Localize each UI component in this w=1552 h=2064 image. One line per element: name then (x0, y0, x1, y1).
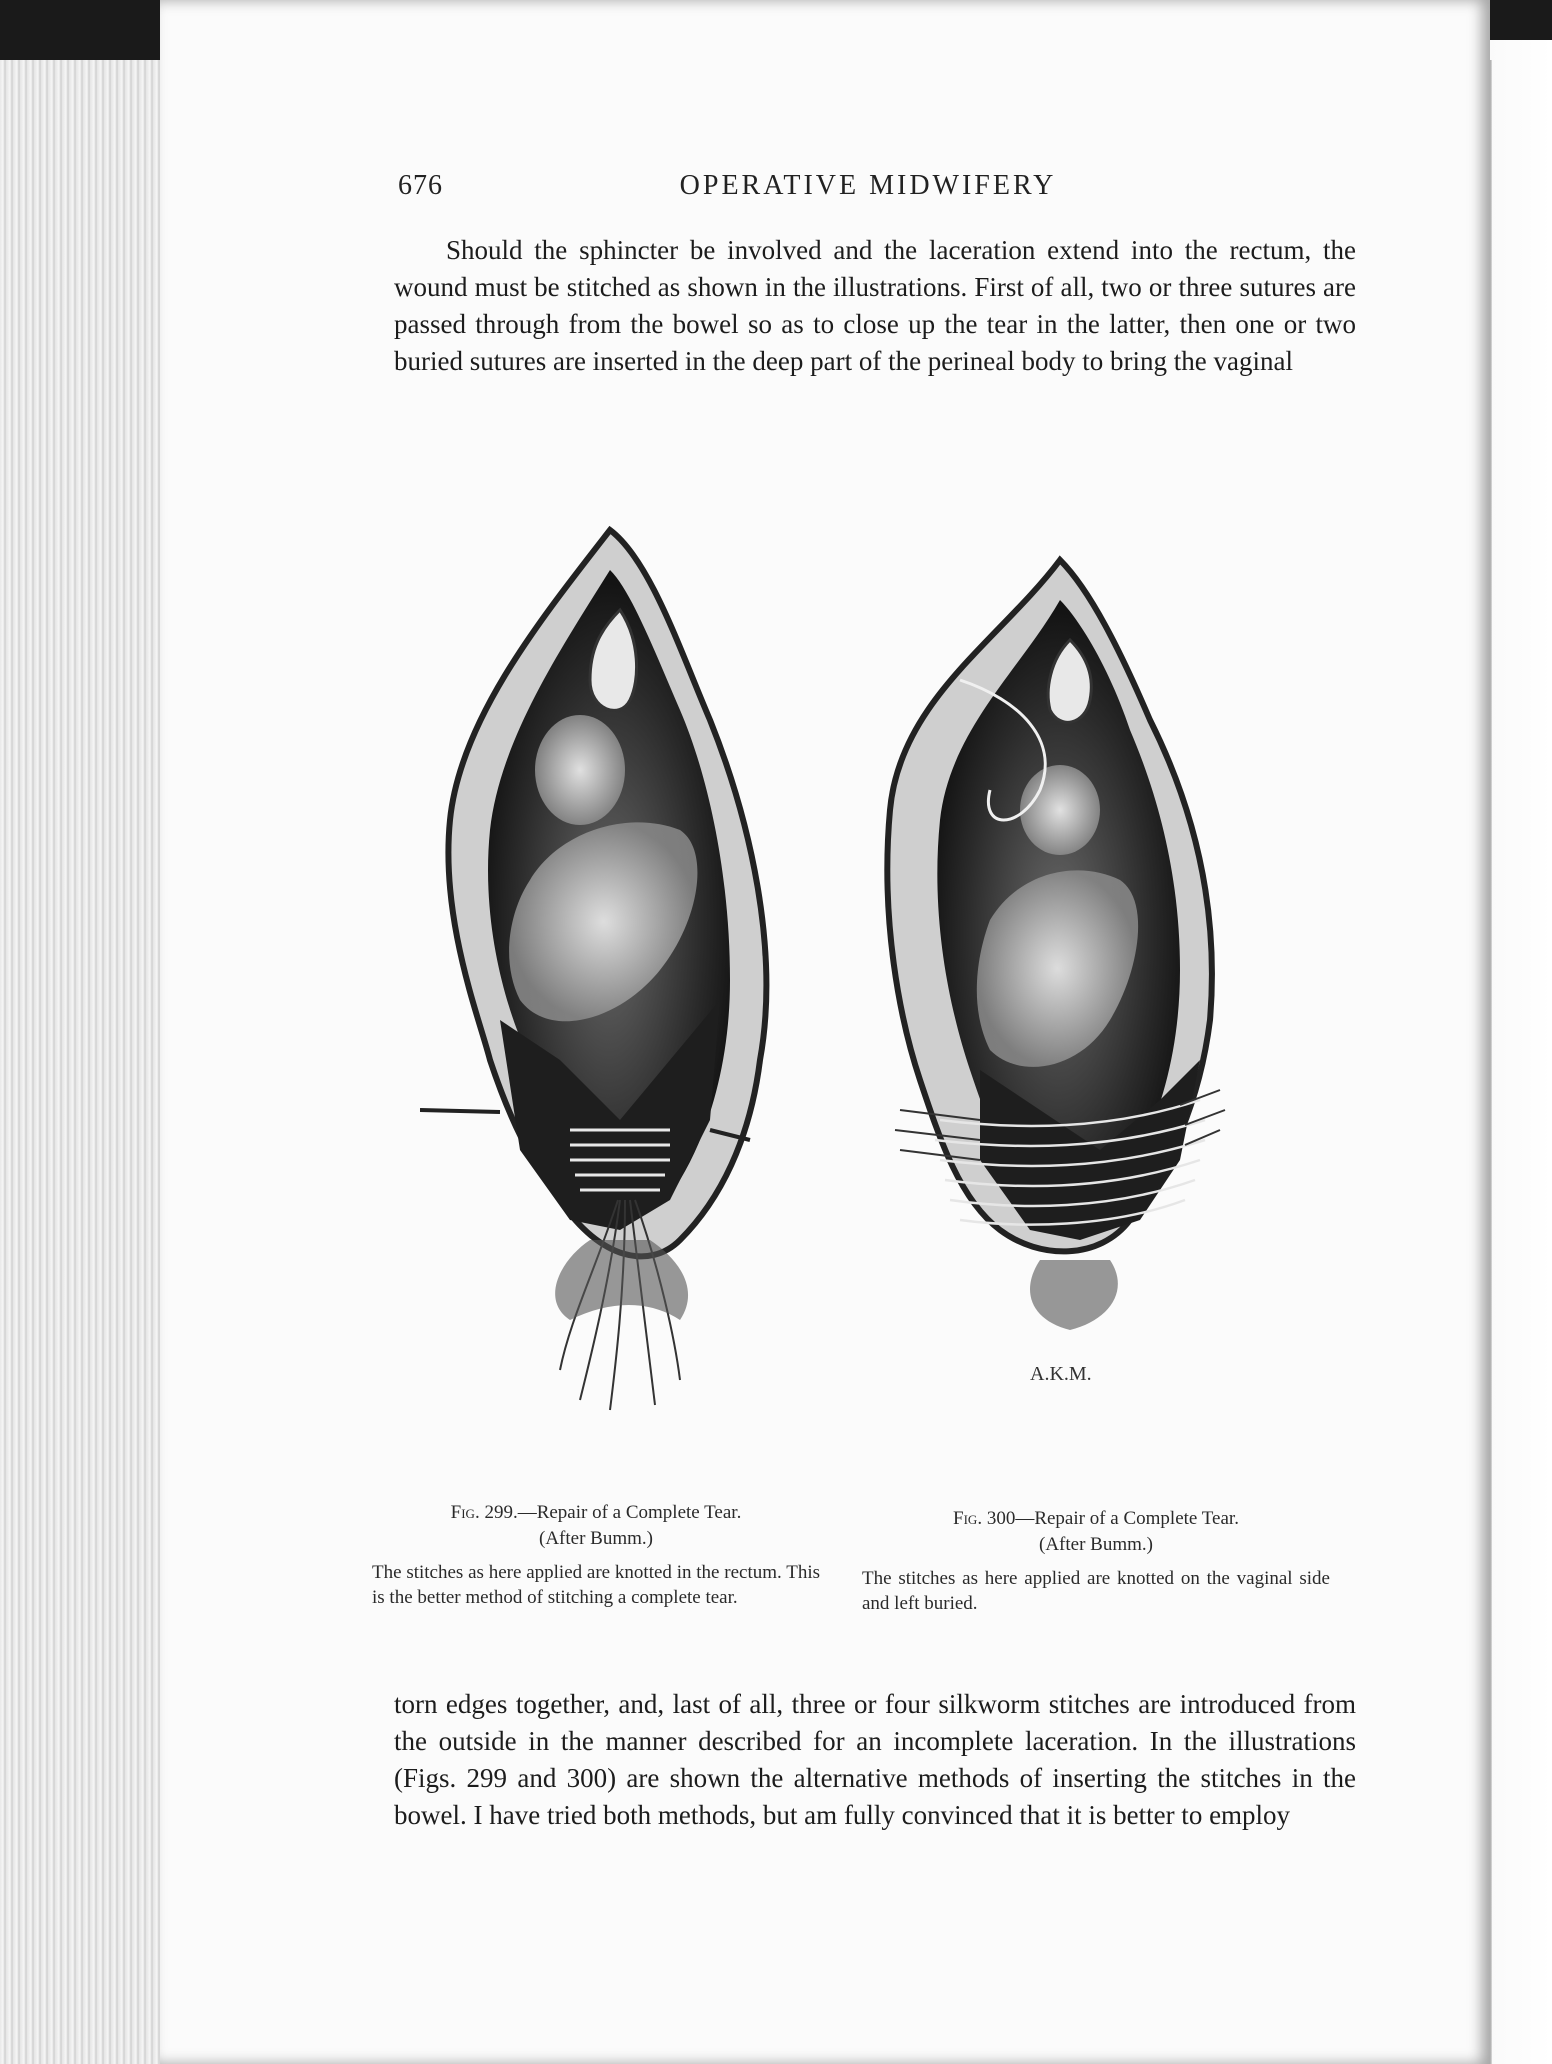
fig-300-source: (After Bumm.) (1039, 1534, 1153, 1555)
fig-300-caption (862, 1506, 1330, 1616)
artist-signature: A.K.M. (1030, 1363, 1092, 1385)
fig-299-label: Fig. 299. (450, 1502, 518, 1523)
fig-299-title: —Repair of a Complete Tear. (517, 1502, 742, 1523)
fig-299-description: The stitches as here applied are knotted in the rectum. This is the better method of stitching a complete tear. (372, 1562, 820, 1608)
running-head: OPERATIVE MIDWIFERY (679, 170, 1057, 201)
fig-300-title: —Repair of a Complete Tear. (1015, 1508, 1239, 1529)
fig-299-drawing (420, 530, 766, 1410)
book-page-edges (0, 60, 180, 2064)
fig-299-caption (372, 1500, 820, 1610)
body-paragraph-bottom: torn edges together, and, last of all, three or four silkworm stitches are introduced from the outside in the manner described for an incomplete laceration. In the illustrations (Figs. 299 and 300) are shown the alternative methods of inserting the stitches in the bowel. I have tried both methods, but am fully convinced that it is better to employ (394, 1689, 1356, 1830)
fig-299-source: (After Bumm.) (539, 1528, 653, 1549)
fig-300-drawing (887, 560, 1225, 1385)
page-number: 676 (398, 170, 443, 201)
figure-illustrations (420, 500, 1340, 1490)
body-paragraph-top: Should the sphincter be involved and the laceration extend into the rectum, the wound must be stitched as shown in the illustrations. First of all, two or three sutures are passed through from the bowel so as to close up the tear in the latter, then one or two buried sutures are inserted in the deep part of the perineal body to bring the vaginal (394, 235, 1356, 376)
fig-300-description: The stitches as here applied are knotted on the vaginal side and left buried. (862, 1568, 1330, 1614)
fig-300-label: Fig. 300 (953, 1508, 1016, 1529)
page-header (398, 170, 1338, 210)
